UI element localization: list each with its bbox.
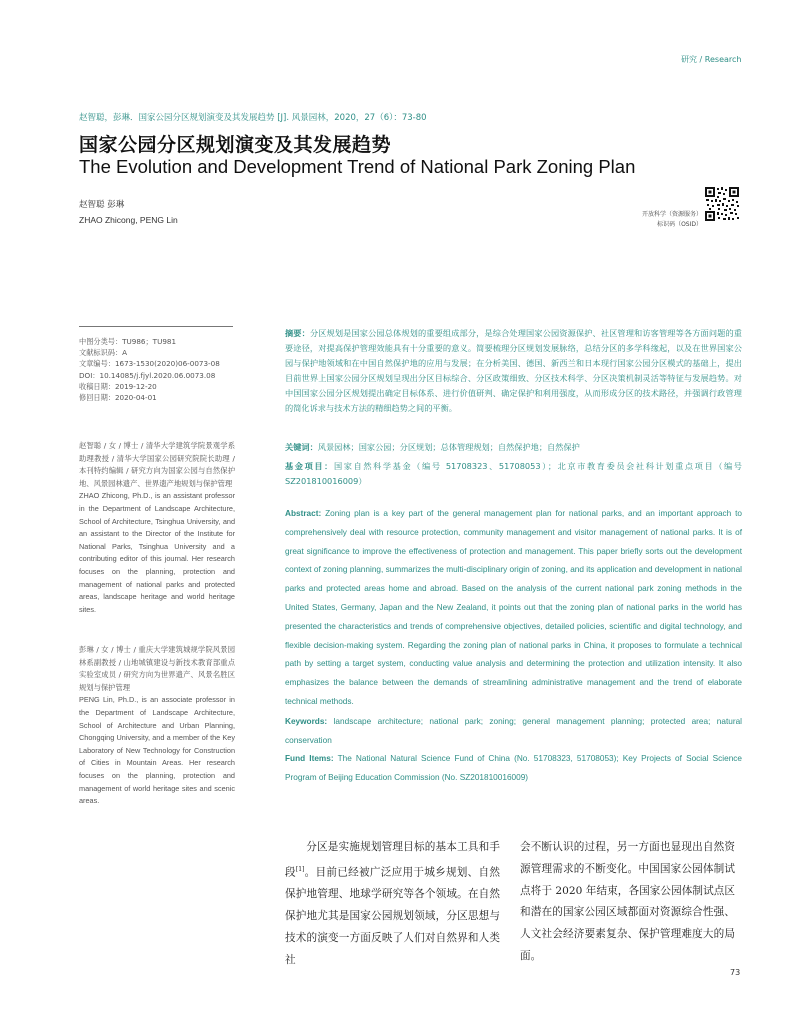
bio-peng-cn: 彭琳 / 女 / 博士 / 重庆大学建筑城规学院风景园林系副教授 / 山地城镇建设与新技术教育部重点实验室成员 / 研究方向为世界遗产、风景名胜区规划与保护管理: [79, 645, 235, 692]
citation: 赵智聪，彭琳．国家公园分区规划演变及其发展趋势 [J]. 风景园林，2020，27（6）：73-80: [79, 113, 427, 123]
author-bio-peng: [79, 644, 235, 808]
bio-zhao-cn: 赵智聪 / 女 / 博士 / 清华大学建筑学院景观学系助理教授 / 清华大学国家公园研究院院长助理 / 本刊特约编辑 / 研究方向为国家公园与自然保护地、风景园林遗产、世界遗产地规划与保护管理: [79, 441, 235, 488]
fund-en-label: Fund Items:: [285, 754, 334, 763]
abstract-en-label: Abstract:: [285, 509, 322, 518]
authors-chinese: 赵智聪 彭琳: [79, 200, 125, 210]
meta-received: 收稿日期：2019-12-20: [79, 381, 157, 391]
body-column-1: [285, 837, 500, 971]
qr-caption-line1: 开放科学（资源服务）: [641, 211, 702, 218]
meta-article-id: 文章编号：1673-1530(2020)06-0073-08: [79, 359, 220, 369]
body-ref-1[interactable]: [1]: [295, 865, 305, 873]
bio-peng-en: PENG Lin, Ph.D., is an associate professor in the Department of Landscape Architecture, School of Architecture and Urban Planning, Chongqing University, and a member of the Key Laboratory of New Technology for Construction of Cities in Mountain Areas. Her research focuses on the planning, protection and management of world heritage sites and scenic areas.: [79, 695, 235, 806]
keywords-chinese: [285, 440, 742, 455]
section-label: 研究 / Research: [681, 55, 742, 64]
body-column-2: 会不断认识的过程，另一方面也显现出自然资源管理需求的不断变化。中国国家公园体制试点将于 2020 年结束，各国家公园体制试点区和潜在的国家公园区域都面对资源综合性强、人文社会经济要素复杂、保护管理难度大的局面。: [520, 841, 735, 962]
title-chinese: 国家公园分区规划演变及其发展趋势: [79, 134, 392, 156]
fund-en-text: The National Natural Science Fund of China (No. 51708323, 51708053); Key Projects of Social Science Program of Beijing Education Commission (No. SZ201810016009): [285, 754, 743, 782]
abstract-en-text: Zoning plan is a key part of the general management plan for national parks, and an important approach to comprehensively deal with resource protection, community management and visitor management of national parks. It is of great significance to improve the effectiveness of protection and management. This paper briefly sorts out the development context of zoning planning, summarizes the multi-disciplinary origin of zoning, and its application and development in national parks and protected areas home and abroad. Based on the analysis of the current national park zoning methods in the United States, Germany, Japan and the New Zealand, it points out that the zoning plan of national parks in the world has presented the characteristics and trends of comprehensive objectives, detailed policies, scientific and digital technology, and flexible decision-making system. Regarding the zoning plan of national parks in China, it proposes to formulate a technical path by setting a target system, conducting value analysis and determining the protection and utilization intensity. It also emphasizes the balance between the demands of streamlining administrative management and the trend of elaborate technical methods.: [285, 509, 742, 706]
fund-chinese: [285, 459, 742, 489]
article-meta: [79, 336, 239, 403]
page-number: 73: [730, 968, 741, 977]
keywords-cn-label: 关键词：: [285, 442, 318, 452]
keywords-cn-text: 风景园林；国家公园；分区规划；总体管理规划；自然保护地；自然保护: [317, 442, 580, 452]
bio-zhao-en: ZHAO Zhicong, Ph.D., is an assistant professor in the Department of Landscape Architecture, School of Architecture, Tsinghua University, and an assistant to the Director of the Institute for National Parks, Tsinghua University and a contributing editor of this journal. Her research focuses on the planning, protection and management of national parks and protected areas, landscape heritage and world heritage sites.: [79, 491, 235, 614]
qr-caption: [632, 210, 702, 230]
meta-doc-code: 文献标识码：A: [79, 348, 128, 358]
body-col1-text-b: 。目前已经被广泛应用于城乡规划、自然保护地管理、地球学研究等各个领域。在自然保护地尤其是国家公园规划领域，分区思想与技术的演变一方面反映了人们对自然界和人类社: [285, 866, 501, 966]
authors-english: ZHAO Zhicong, PENG Lin: [79, 215, 178, 225]
qr-caption-line2: 标识码（OSID）: [657, 221, 702, 228]
meta-doi: DOI：10.14085/j.fjyl.2020.06.0073.08: [79, 370, 216, 380]
abstract-cn-text: 分区规划是国家公园总体规划的重要组成部分，是综合处理国家公园资源保护、社区管理和访客管理等各方面问题的重要途径，对提高保护管理效能具有十分重要的意义。简要梳理分区规划发展脉络，总结分区的多学科缘起，以及在世界国家公园与保护地领域和在中国自然保护地的应用与发展；在分析美国、德国、新西兰和日本现行国家公园分区模式的基础上，提出目前世界上国家公园分区规划呈现出分区目标综合、分区政策细致、分区技术科学、分区决策机制灵活等特征与发展趋势。对中国国家公园分区规划提出确定目标体系、进行价值研判、确定保护和利用强度，从而形成分区的技术路径，并强调行政管理的简化诉求与技术方法的精细趋势之间的平衡。: [285, 328, 742, 413]
keywords-en-text: landscape architecture; national park; zoning; general management planning; protected area; natural conservation: [285, 717, 742, 745]
qr-code-icon[interactable]: [704, 186, 740, 222]
fund-cn-label: 基金项目：: [285, 461, 334, 471]
sidebar-divider: [79, 326, 233, 327]
body-col1-text-a: 分区是实施规划管理目标的基本工具和手段: [285, 841, 500, 879]
title-english: The Evolution and Development Trend of National Park Zoning Plan: [79, 156, 636, 177]
abstract-english: [285, 505, 742, 712]
meta-clc: 中图分类号：TU986；TU981: [79, 337, 177, 346]
author-bio-zhao: [79, 440, 235, 616]
abstract-cn-label: 摘要：: [285, 328, 310, 338]
keywords-english: [285, 713, 742, 751]
meta-revised: 修回日期：2020-04-01: [79, 393, 157, 403]
fund-cn-text: 国家自然科学基金（编号 51708323、51708053）；北京市教育委员会社科计划重点项目（编号 SZ201810016009）: [285, 461, 742, 486]
abstract-chinese: [285, 326, 742, 415]
fund-english: [285, 750, 742, 788]
keywords-en-label: Keywords:: [285, 717, 328, 726]
